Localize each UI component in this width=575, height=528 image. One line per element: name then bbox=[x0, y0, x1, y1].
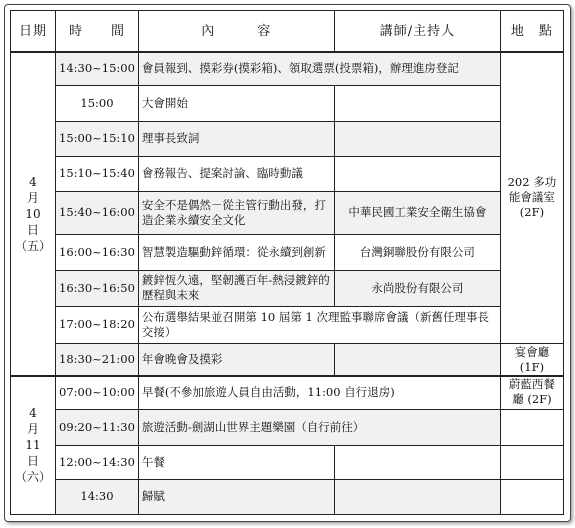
table-row bbox=[11, 306, 564, 343]
header-speaker: 講師/主持人 bbox=[334, 11, 500, 53]
table-row bbox=[11, 479, 564, 514]
row-content: 安全不是偶然－從主管行動出發，打造企業永續安全文化 bbox=[138, 191, 334, 234]
row-content: 公布選舉結果並召開第 10 屆第 1 次理監事聯席會議（新舊任理事長交接） bbox=[138, 306, 500, 343]
day1-date-line: 4 bbox=[29, 175, 37, 189]
row-time: 09:20~11:30 bbox=[56, 409, 139, 445]
row-content: 早餐(不參加旅遊人員自由活動，11:00 自行退房) bbox=[138, 376, 500, 409]
row-speaker bbox=[334, 85, 500, 121]
row-speaker bbox=[334, 343, 500, 376]
row-speaker bbox=[334, 156, 500, 191]
row-time: 16:00~16:30 bbox=[56, 234, 139, 270]
day2-date bbox=[11, 376, 56, 514]
header-date: 日期 bbox=[11, 11, 56, 53]
header-row bbox=[11, 11, 564, 53]
table-row bbox=[11, 343, 564, 376]
row-speaker bbox=[334, 121, 500, 156]
table-row bbox=[11, 156, 564, 191]
table-row bbox=[11, 270, 564, 306]
row-time: 12:00~14:30 bbox=[56, 445, 139, 479]
header-location: 地 點 bbox=[500, 11, 563, 53]
schedule-table bbox=[10, 10, 564, 515]
day2-date-line: 日 bbox=[26, 454, 39, 469]
day1-date-line: 10 bbox=[25, 207, 41, 221]
location-breakfast: 蔚藍西餐廳 (2F) bbox=[500, 376, 563, 409]
location-empty bbox=[500, 445, 563, 479]
row-time: 07:00~10:00 bbox=[56, 376, 139, 409]
row-time: 15:10~15:40 bbox=[56, 156, 139, 191]
location-main bbox=[500, 52, 563, 343]
day1-date bbox=[11, 52, 56, 376]
row-speaker: 永尚股份有限公司 bbox=[334, 270, 500, 306]
day1-date-line: 月 bbox=[26, 191, 39, 205]
table-row bbox=[11, 121, 564, 156]
row-time: 15:00~15:10 bbox=[56, 121, 139, 156]
table-row bbox=[11, 52, 564, 85]
row-time: 15:40~16:00 bbox=[56, 191, 139, 234]
row-content: 會員報到、摸彩券(摸彩箱)、領取選票(投票箱)，辦理進房登記 bbox=[138, 52, 500, 85]
table-row bbox=[11, 191, 564, 234]
day2-date-line: 4 bbox=[29, 406, 37, 421]
table-row bbox=[11, 234, 564, 270]
row-time: 14:30 bbox=[56, 479, 139, 514]
row-speaker bbox=[334, 479, 500, 514]
location-empty bbox=[500, 409, 563, 445]
row-content: 大會開始 bbox=[138, 85, 334, 121]
header-time: 時 間 bbox=[56, 11, 139, 53]
header-content: 內 容 bbox=[138, 11, 334, 53]
row-content: 年會晚會及摸彩 bbox=[138, 343, 334, 376]
row-speaker bbox=[334, 445, 500, 479]
day2-date-line: 11 bbox=[25, 438, 41, 453]
table-row bbox=[11, 85, 564, 121]
location-main-label: 202 多功能會議室(2F) bbox=[507, 175, 557, 220]
day2-date-line: （六） bbox=[14, 470, 51, 485]
row-content: 鍍鋅恆久遠，堅韌護百年-熱浸鍍鋅的歷程與未來 bbox=[138, 270, 334, 306]
row-content: 午餐 bbox=[138, 445, 334, 479]
row-time: 14:30~15:00 bbox=[56, 52, 139, 85]
row-content: 旅遊活動-劍湖山世界主題樂園（自行前往） bbox=[138, 409, 500, 445]
row-time: 15:00 bbox=[56, 85, 139, 121]
row-content: 智慧製造驅動鋅循環：從永續到創新 bbox=[138, 234, 334, 270]
location-empty bbox=[500, 479, 563, 514]
row-speaker: 台灣銅聯股份有限公司 bbox=[334, 234, 500, 270]
row-content: 會務報告、提案討論、臨時動議 bbox=[138, 156, 334, 191]
location-banquet: 宴會廳(1F) bbox=[500, 343, 563, 376]
row-speaker: 中華民國工業安全衛生協會 bbox=[334, 191, 500, 234]
day2-date-line: 月 bbox=[26, 422, 39, 437]
table-row bbox=[11, 376, 564, 409]
row-time: 17:00~18:20 bbox=[56, 306, 139, 343]
table-row bbox=[11, 409, 564, 445]
row-content: 理事長致詞 bbox=[138, 121, 334, 156]
row-content: 歸賦 bbox=[138, 479, 334, 514]
row-time: 16:30~16:50 bbox=[56, 270, 139, 306]
row-time: 18:30~21:00 bbox=[56, 343, 139, 376]
table-row bbox=[11, 445, 564, 479]
day1-date-line: 日 bbox=[26, 223, 39, 237]
day1-date-line: （五） bbox=[14, 239, 51, 253]
